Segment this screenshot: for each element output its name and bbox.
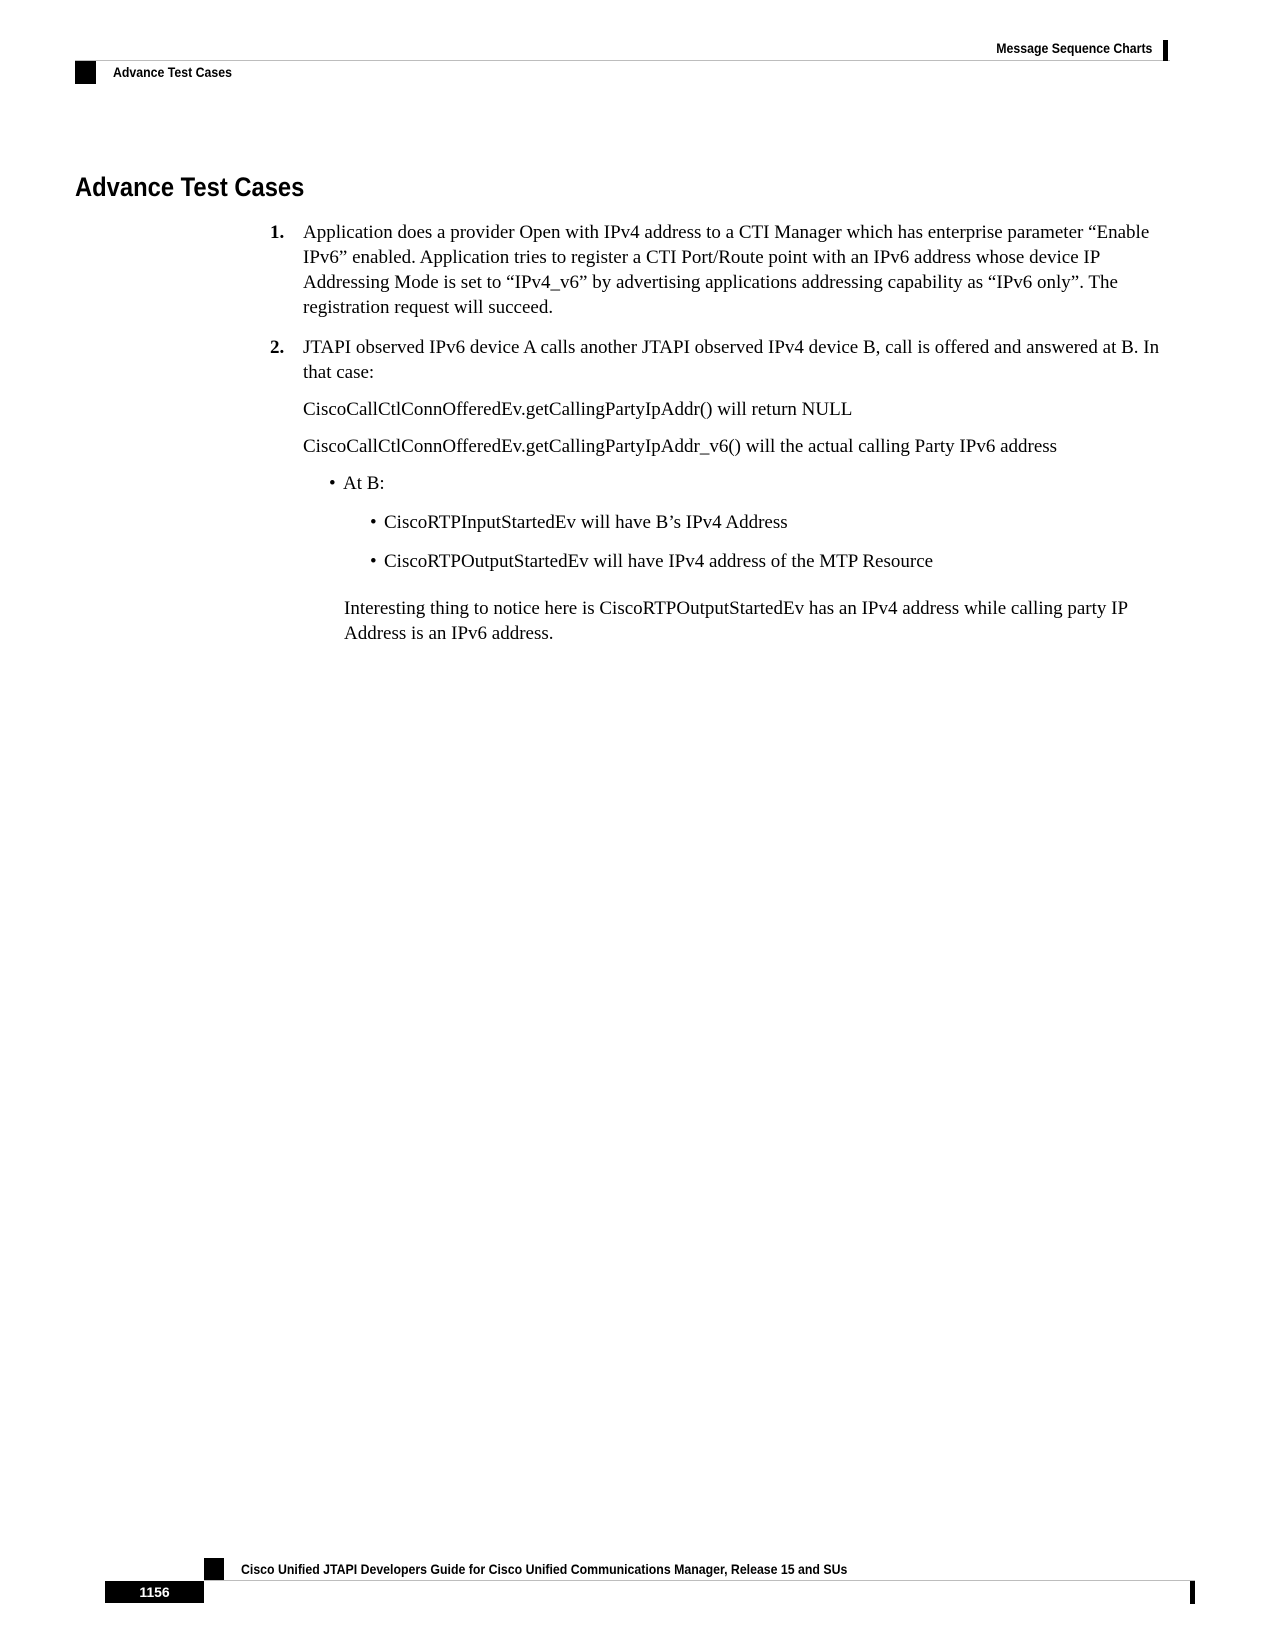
sub-bullet-text: CiscoRTPInputStartedEv will have B’s IPv4 Address bbox=[384, 512, 788, 533]
header-rule bbox=[75, 60, 1170, 61]
sub-bullet-rtp-input bbox=[370, 510, 1170, 535]
footer-rule bbox=[204, 1580, 1195, 1581]
document-body bbox=[270, 220, 1170, 661]
sub-bullet-rtp-output bbox=[370, 549, 1170, 574]
page-number: 1156 bbox=[105, 1581, 204, 1603]
page-title: Advance Test Cases bbox=[75, 172, 305, 202]
footer-tick-mark bbox=[1190, 1581, 1195, 1604]
list-item-number: 1. bbox=[270, 222, 285, 243]
list-item-1 bbox=[270, 220, 1170, 320]
calling-party-ipv6-line: CiscoCallCtlConnOfferedEv.getCallingPartyIpAddr_v6() will the actual calling Party IPv6 address bbox=[303, 436, 1058, 457]
header-section-marker bbox=[75, 61, 96, 84]
header-section-title: Advance Test Cases bbox=[113, 64, 232, 80]
header-chapter-title: Message Sequence Charts bbox=[995, 40, 1152, 56]
bullet-text: At B: bbox=[343, 473, 385, 494]
list-item-text: JTAPI observed IPv6 device A calls another JTAPI observed IPv4 device B, call is offered and answered at B. In that case: bbox=[303, 337, 1160, 383]
calling-party-ipv4-line: CiscoCallCtlConnOfferedEv.getCallingPartyIpAddr() will return NULL bbox=[303, 399, 853, 420]
footer-guide-title: Cisco Unified JTAPI Developers Guide for Cisco Unified Communications Manager, Release 15 and SUs bbox=[241, 1561, 848, 1577]
note-paragraph: Interesting thing to notice here is CiscoRTPOutputStartedEv has an IPv4 address while calling party IP Address is an IPv6 address. bbox=[344, 598, 1128, 644]
list-item-text: Application does a provider Open with IPv4 address to a CTI Manager which has enterprise parameter “Enable IPv6” enabled. Application tries to register a CTI Port/Route point with an IPv6 address whose device IP Addressing Mode is set to “IPv4_v6” by advertising applications addressing capability as “IPv6 only”. The registration request will succeed. bbox=[303, 222, 1150, 318]
bullet-at-b bbox=[329, 471, 1170, 496]
header-tick-mark bbox=[1163, 40, 1168, 61]
sub-bullet-text: CiscoRTPOutputStartedEv will have IPv4 address of the MTP Resource bbox=[384, 551, 934, 572]
footer-marker bbox=[204, 1558, 224, 1580]
list-item-number: 2. bbox=[270, 337, 285, 358]
list-item-2 bbox=[270, 335, 1170, 646]
